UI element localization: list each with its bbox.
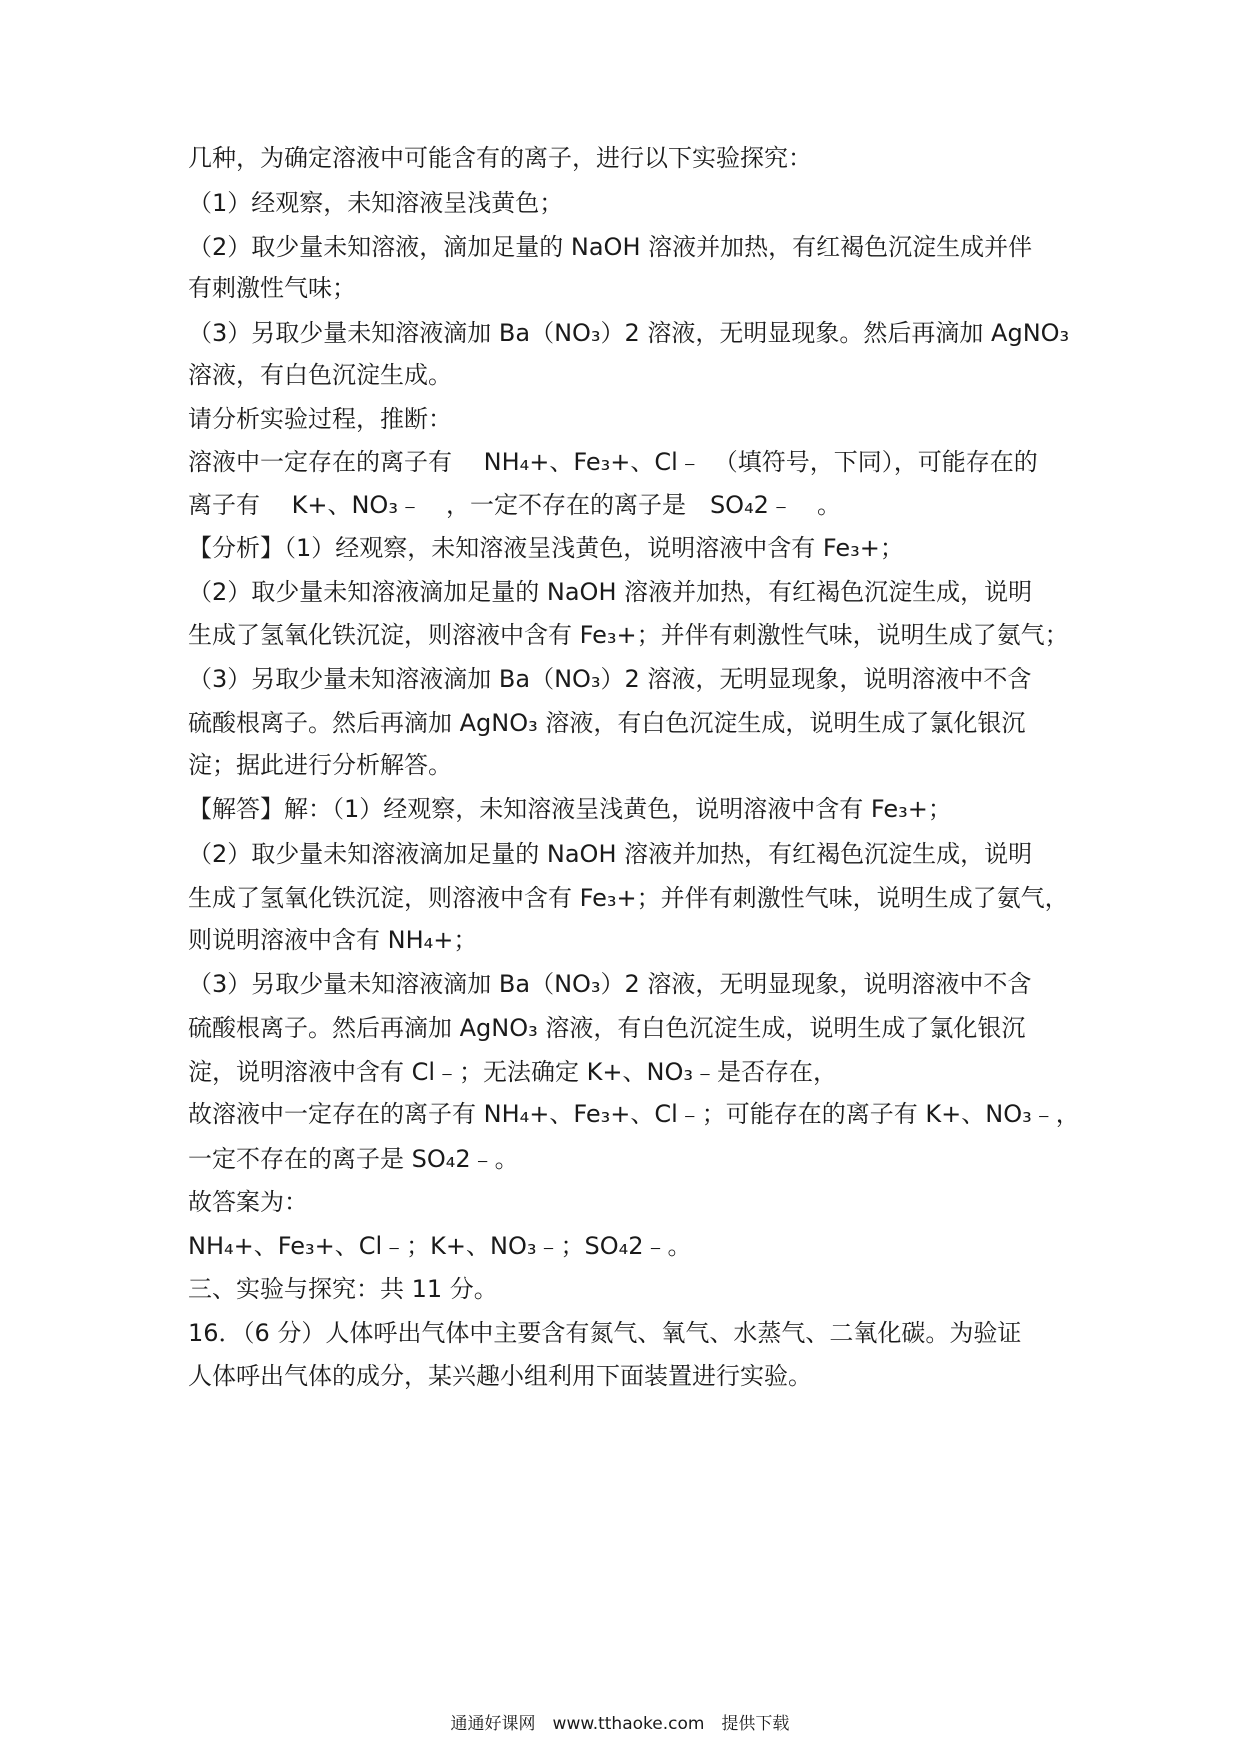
text-line: 一定不存在的离子是 SO₄2﹣。 [188,1145,519,1173]
text-line: NH₄+、Fe₃+、Cl﹣；K+、NO₃﹣；SO₄2﹣。 [188,1232,692,1260]
text-line: 溶液，有白色沉淀生成。 [188,361,452,389]
text-line: 【解答】解：（1）经观察，未知溶液呈浅黄色，说明溶液中含有 Fe₃+； [188,795,952,823]
text-line: （3）另取少量未知溶液滴加 Ba（NO₃）2 溶液，无明显现象。然后再滴加 AgNO₃ [188,319,1070,347]
text-line: （2）取少量未知溶液滴加足量的 NaOH 溶液并加热，有红褐色沉淀生成，说明 [188,578,1033,606]
text-line: （2）取少量未知溶液，滴加足量的 NaOH 溶液并加热，有红褐色沉淀生成并伴 [188,233,1033,261]
text-line: 淀，说明溶液中含有 Cl﹣；无法确定 K+、NO₃﹣是否存在， [188,1058,837,1086]
text-line: 生成了氢氧化铁沉淀，则溶液中含有 Fe₃+；并伴有刺激性气味，说明生成了氨气， [188,884,1069,912]
text-line: （3）另取少量未知溶液滴加 Ba（NO₃）2 溶液，无明显现象，说明溶液中不含 [188,665,1032,693]
text-line: （3）另取少量未知溶液滴加 Ba（NO₃）2 溶液，无明显现象，说明溶液中不含 [188,970,1032,998]
text-line: 人体呼出气体的成分，某兴趣小组利用下面装置进行实验。 [188,1362,812,1390]
text-line: 故答案为： [188,1188,308,1216]
text-line: 故溶液中一定存在的离子有 NH₄+、Fe₃+、Cl﹣；可能存在的离子有 K+、NO₃﹣， [188,1100,1080,1128]
text-line: 则说明溶液中含有 NH₄+； [188,926,478,954]
text-line: 淀；据此进行分析解答。 [188,751,452,779]
text-line: （2）取少量未知溶液滴加足量的 NaOH 溶液并加热，有红褐色沉淀生成，说明 [188,840,1033,868]
text-line: 三、实验与探究：共 11 分。 [188,1275,498,1303]
text-line: 离子有 K+、NO₃﹣ ，一定不存在的离子是 SO₄2﹣ 。 [188,491,841,519]
text-line: 硫酸根离子。然后再滴加 AgNO₃ 溶液，有白色沉淀生成，说明生成了氯化银沉 [188,709,1026,737]
text-line: 【分析】（1）经观察，未知溶液呈浅黄色，说明溶液中含有 Fe₃+； [188,534,904,562]
page-footer: 通通好课网 www.tthaoke.com 提供下载 [450,1714,790,1734]
text-line: 溶液中一定存在的离子有 NH₄+、Fe₃+、Cl﹣ （填符号，下同），可能存在的 [188,448,1038,476]
text-line: 生成了氢氧化铁沉淀，则溶液中含有 Fe₃+；并伴有刺激性气味，说明生成了氨气； [188,621,1069,649]
text-line: 有刺激性气味； [188,274,356,302]
text-line: 请分析实验过程，推断： [188,405,452,433]
text-line: 16．（6 分）人体呼出气体中主要含有氮气、氧气、水蒸气、二氧化碳。为验证 [188,1319,1022,1347]
text-line: 几种，为确定溶液中可能含有的离子，进行以下实验探究： [188,144,812,172]
text-line: 硫酸根离子。然后再滴加 AgNO₃ 溶液，有白色沉淀生成，说明生成了氯化银沉 [188,1014,1026,1042]
text-line: （1）经观察，未知溶液呈浅黄色； [188,189,564,217]
